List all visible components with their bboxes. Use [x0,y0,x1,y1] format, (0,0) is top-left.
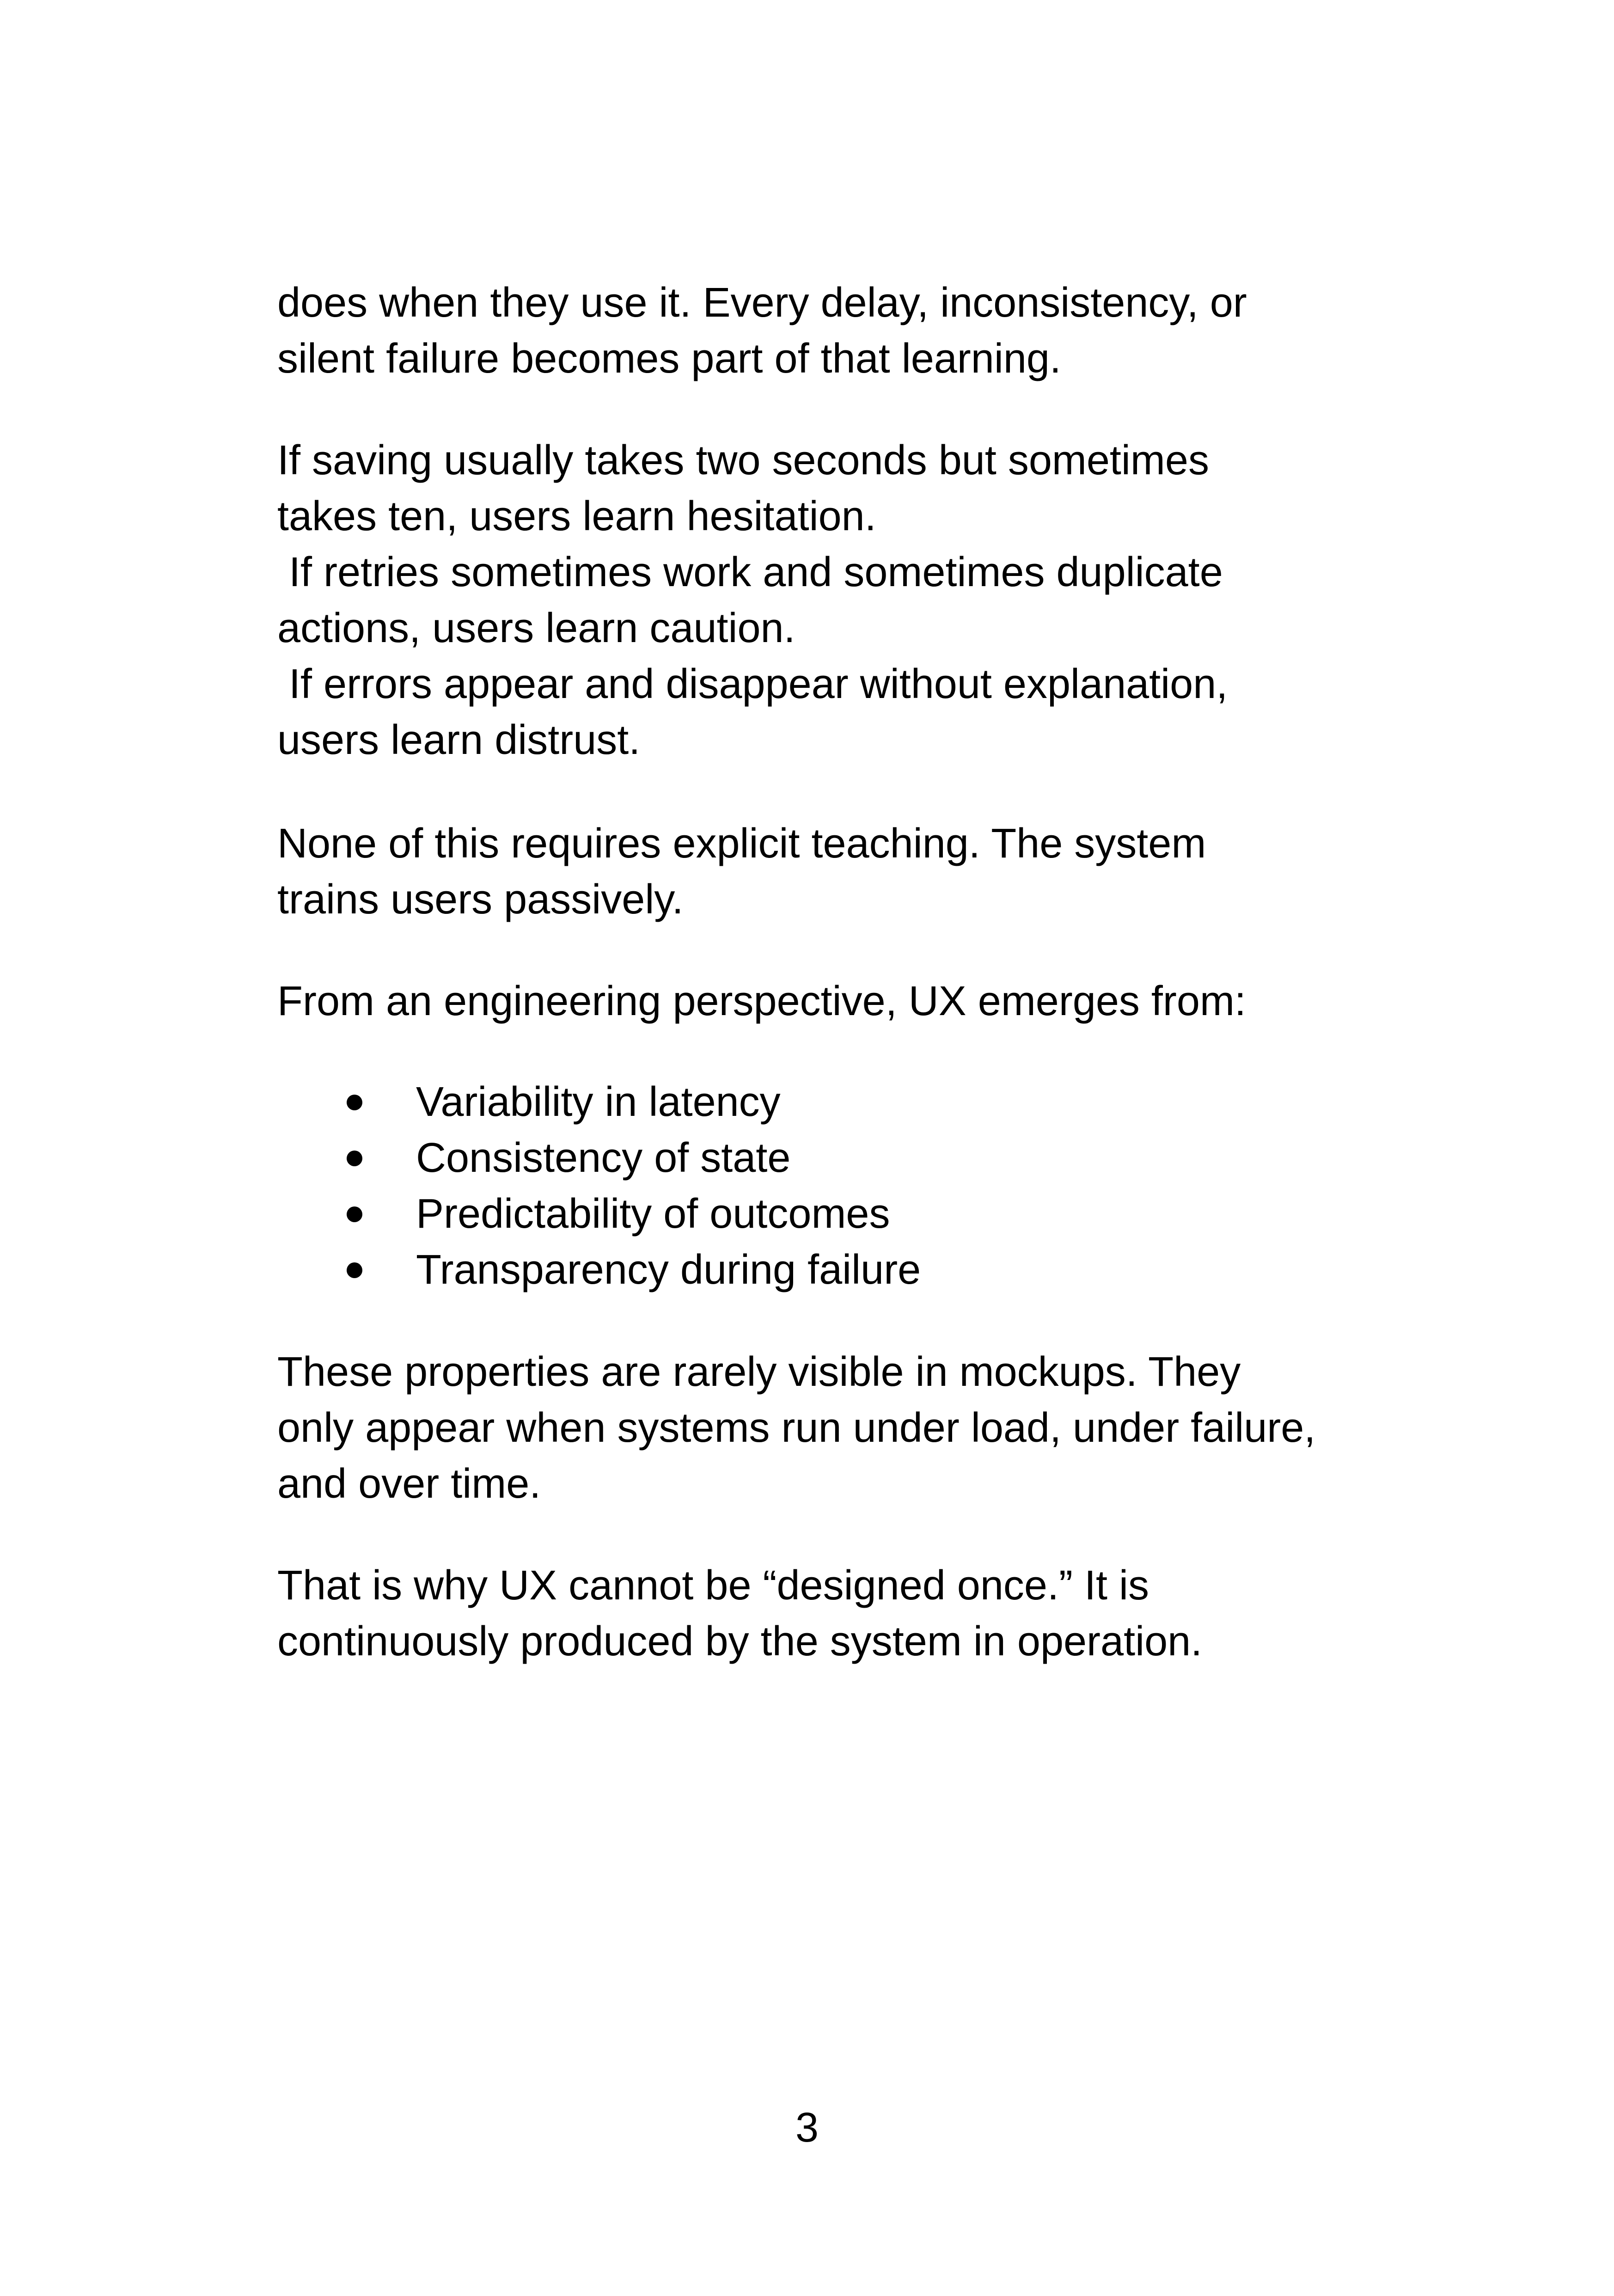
bullet-icon [347,1262,362,1278]
paragraph-2-line-4: actions, users learn caution. [277,605,795,651]
bullet-icon [347,1151,362,1166]
list-item-text: Consistency of state [416,1135,791,1181]
paragraph-2-line-1: If saving usually takes two seconds but sometimes [277,437,1209,484]
paragraph-2-line-6: users learn distrust. [277,717,641,763]
closing-paragraph-1-line-1: These properties are rarely visible in mockups. They [277,1349,1241,1395]
paragraph-1-line-1: does when they use it. Every delay, inconsistency, or [277,280,1247,326]
list-item-text: Predictability of outcomes [416,1191,890,1237]
closing-paragraph-1-line-3: and over time. [277,1461,541,1507]
bullet-icon [347,1095,362,1110]
closing-paragraph-2-line-1: That is why UX cannot be “designed once.” It is [277,1562,1149,1609]
closing-paragraph-2-line-2: continuously produced by the system in operation. [277,1618,1203,1665]
paragraph-4-line-1: From an engineering perspective, UX emerges from: [277,978,1246,1024]
list-item-text: Transparency during failure [416,1247,921,1293]
paragraph-3-line-1: None of this requires explicit teaching. The system [277,820,1206,867]
paragraph-2-line-3: If retries sometimes work and sometimes duplicate [277,549,1223,595]
paragraph-3-line-2: trains users passively. [277,876,684,923]
closing-paragraph-1-line-2: only appear when systems run under load, under failure, [277,1405,1316,1451]
paragraph-2-line-5: If errors appear and disappear without explanation, [277,661,1228,707]
paragraph-2-line-2: takes ten, users learn hesitation. [277,493,876,539]
paragraph-1-line-2: silent failure becomes part of that learning. [277,336,1061,382]
bullet-icon [347,1206,362,1222]
page-number: 3 [795,2105,819,2151]
list-item-text: Variability in latency [416,1079,781,1125]
